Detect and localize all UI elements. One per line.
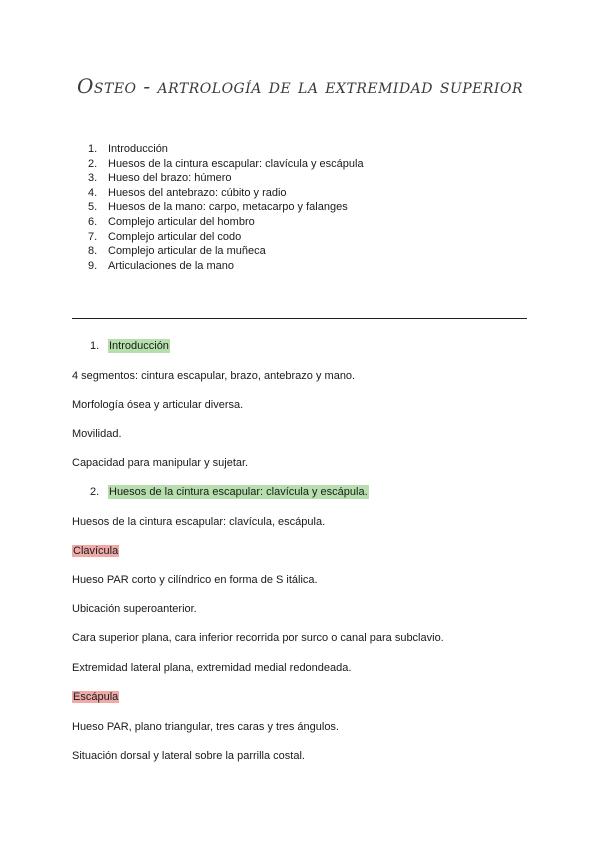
section-heading-introduccion: [90, 339, 170, 353]
toc-item-label: Huesos del antebrazo: cúbito y radio: [108, 186, 287, 199]
toc-item-number: 8.: [88, 245, 98, 258]
toc-item-number: 6.: [88, 215, 98, 228]
subheading-escapula: [72, 690, 119, 704]
document-title: Osteo - artrología de la extremidad superior: [77, 74, 523, 98]
toc-item: [88, 200, 364, 215]
paragraph: Hueso PAR, plano triangular, tres caras y tres ángulos.: [72, 721, 339, 733]
toc-item-label: Complejo articular del codo: [108, 230, 242, 243]
section-title: Introducción: [109, 340, 169, 352]
toc-item-number: 7.: [88, 230, 98, 243]
section-heading-cintura-escapular: [90, 485, 369, 499]
toc-item-label: Huesos de la mano: carpo, metacarpo y falanges: [108, 201, 348, 214]
subheading-text: Clavícula: [73, 545, 119, 557]
section-number: 1.: [90, 340, 100, 352]
toc-item-label: Hueso del brazo: húmero: [108, 172, 232, 185]
toc-item-number: 1.: [88, 143, 98, 155]
toc-item: [88, 157, 364, 172]
paragraph: Situación dorsal y lateral sobre la parrilla costal.: [72, 750, 305, 762]
paragraph: Ubicación superoanterior.: [72, 603, 197, 615]
paragraph: Extremidad lateral plana, extremidad medial redondeada.: [72, 662, 352, 674]
toc-item-number: 4.: [88, 186, 98, 199]
toc-item: [88, 215, 364, 230]
paragraph: Capacidad para manipular y sujetar.: [72, 457, 249, 469]
toc-item: [88, 244, 364, 259]
paragraph: 4 segmentos: cintura escapular, brazo, antebrazo y mano.: [72, 370, 356, 382]
toc-item: [88, 230, 364, 245]
section-title: Huesos de la cintura escapular: clavícula y escápula.: [109, 486, 368, 498]
toc-item: [88, 259, 364, 274]
section-number: 2.: [90, 486, 100, 498]
paragraph: Hueso PAR corto y cilíndrico en forma de S itálica.: [72, 574, 318, 586]
table-of-contents: [88, 142, 364, 273]
paragraph: Morfología ósea y articular diversa.: [72, 399, 244, 411]
paragraph: Movilidad.: [72, 428, 122, 440]
toc-item: [88, 186, 364, 201]
toc-item-label: Huesos de la cintura escapular: clavícula y escápula: [108, 157, 364, 170]
toc-item-label: Introducción: [108, 143, 168, 155]
subheading-text: Escápula: [73, 691, 119, 703]
paragraph: Cara superior plana, cara inferior recorrida por surco o canal para subclavio.: [72, 632, 444, 644]
toc-item-number: 9.: [88, 259, 98, 272]
paragraph: Huesos de la cintura escapular: clavícula, escápula.: [72, 516, 326, 528]
toc-item-number: 5.: [88, 201, 98, 214]
toc-item-number: 2.: [88, 157, 98, 170]
toc-item-number: 3.: [88, 172, 98, 185]
toc-item-label: Complejo articular de la muñeca: [108, 245, 266, 258]
toc-item: [88, 171, 364, 186]
toc-item: [88, 142, 364, 157]
toc-item-label: Articulaciones de la mano: [108, 259, 234, 272]
subheading-clavicula: [72, 544, 119, 558]
horizontal-divider: [72, 318, 527, 319]
toc-item-label: Complejo articular del hombro: [108, 215, 255, 228]
